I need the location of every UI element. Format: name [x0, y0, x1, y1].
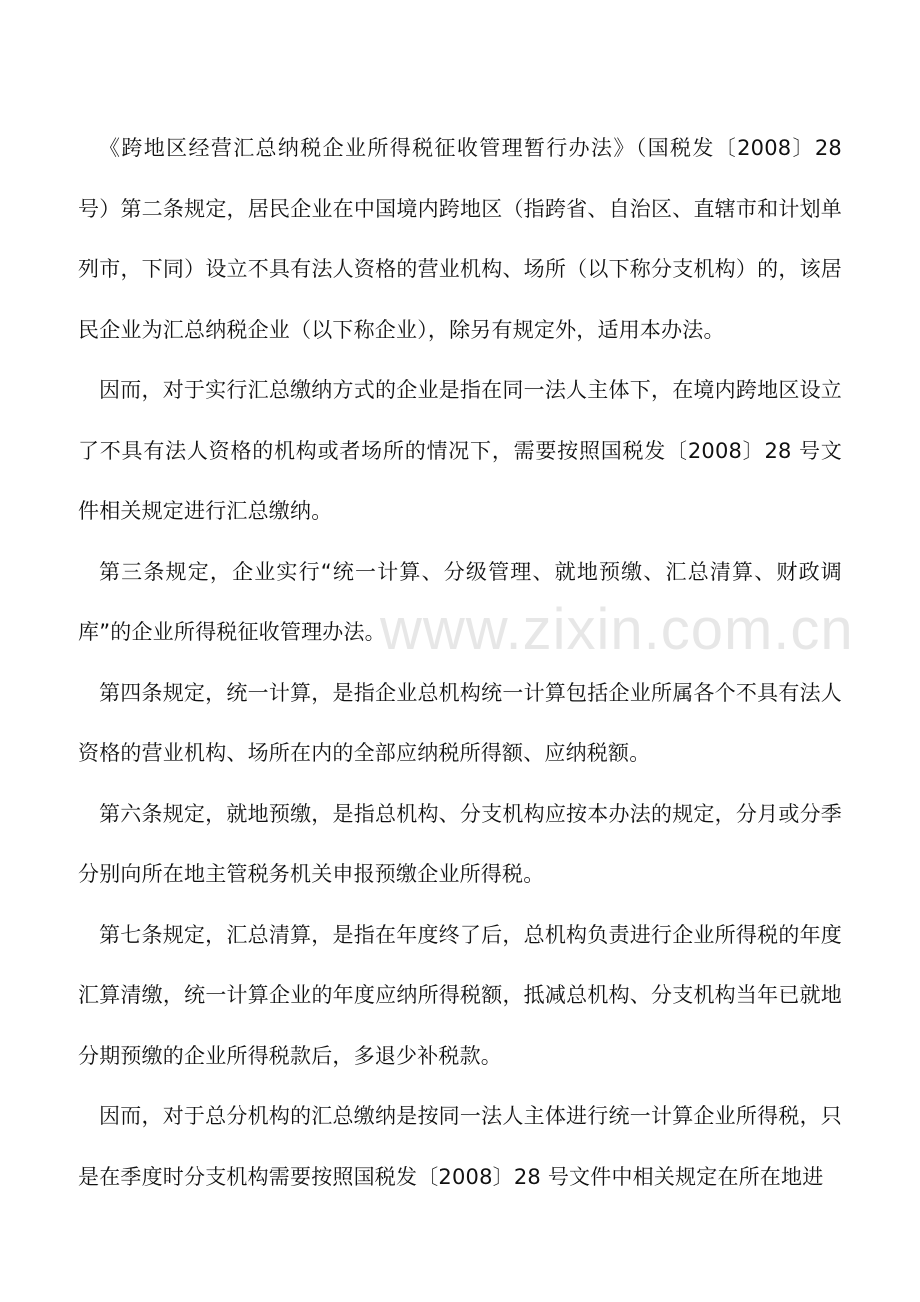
paragraph-7: 因而，对于总分机构的汇总缴纳是按同一法人主体进行统一计算企业所得税，只是在季度时分支机构需要按照国税发〔2008〕28 号文件中相关规定在所在地进 [78, 1104, 842, 1189]
paragraph-2: 因而，对于实行汇总缴纳方式的企业是指在同一法人主体下，在境内跨地区设立了不具有法人资格的机构或者场所的情况下，需要按照国税发〔2008〕28 号文件相关规定进行汇总缴纳。 [78, 378, 842, 523]
watermark: www.zixin.com.cn [380, 597, 854, 662]
paragraph-5: 第六条规定，就地预缴，是指总机构、分支机构应按本办法的规定，分月或分季分别向所在地主管税务机关申报预缴企业所得税。 [78, 801, 842, 886]
paragraph-3: 第三条规定，企业实行“统一计算、分级管理、就地预缴、汇总清算、财政调库”的企业所得税征收管理办法。 [78, 559, 842, 644]
paragraph-1: 《跨地区经营汇总纳税企业所得税征收管理暂行办法》（国税发〔2008〕28 号）第二条规定，居民企业在中国境内跨地区（指跨省、自治区、直辖市和计划单列市，下同）设立不具有法人资格的营业机构、场所（以下称分支机构）的，该居民企业为汇总纳税企业（以下称企业），除另有规定外，适用本办法。 [78, 136, 842, 342]
paragraph-6: 第七条规定，汇总清算，是指在年度终了后，总机构负责进行企业所得税的年度汇算清缴，统一计算企业的年度应纳所得税额，抵减总机构、分支机构当年已就地分期预缴的企业所得税款后，多退少补税款。 [78, 922, 842, 1068]
document-body [78, 118, 842, 1207]
paragraph-4: 第四条规定，统一计算，是指企业总机构统一计算包括企业所属各个不具有法人资格的营业机构、场所在内的全部应纳税所得额、应纳税额。 [78, 680, 842, 765]
